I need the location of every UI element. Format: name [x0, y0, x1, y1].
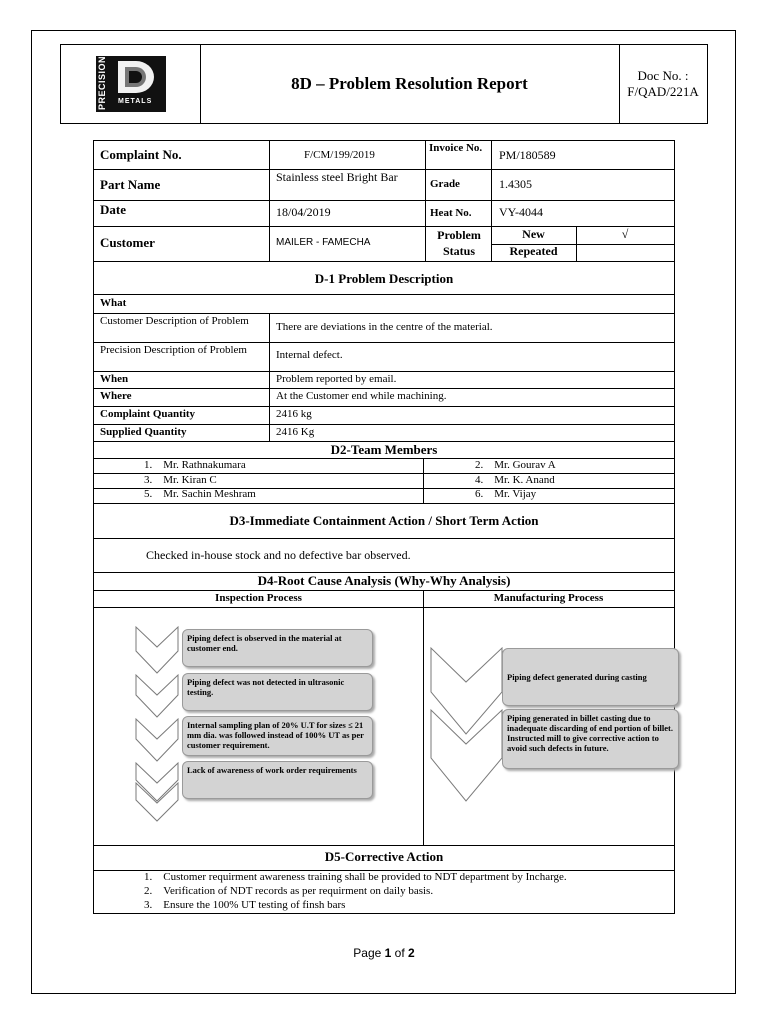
supplied-quantity-value: 2416 Kg	[276, 426, 315, 438]
team-member: 6. Mr. Vijay	[475, 488, 537, 500]
customer-label: Customer	[100, 235, 155, 250]
customer-description-label: Customer Description of Problem	[100, 315, 249, 327]
date-label: Date	[100, 202, 126, 217]
inspection-step: Lack of awareness of work order requirements	[182, 761, 373, 799]
team-member: 1. Mr. Rathnakumara	[144, 459, 246, 471]
precision-description-value: Internal defect.	[276, 349, 343, 361]
logo-d-icon	[112, 58, 164, 96]
status-new-check: √	[621, 227, 629, 241]
where-value: At the Customer end while machining.	[276, 390, 447, 402]
d1-title: D-1 Problem Description	[314, 271, 454, 286]
corrective-action-item: 2. Verification of NDT records as per requirment on daily basis.	[144, 885, 434, 897]
team-member: 2. Mr. Gourav A	[475, 459, 556, 471]
team-member: 4. Mr. K. Anand	[475, 474, 555, 486]
logo-cell	[61, 45, 201, 123]
when-label: When	[100, 373, 129, 385]
inspection-step: Internal sampling plan of 20% U.T for sizes ≤ 21 mm dia. was followed instead of 100% UT as per customer requirement.	[182, 716, 373, 756]
supplied-quantity-label: Supplied Quantity	[100, 426, 187, 438]
inspection-chevron-arrows	[134, 625, 184, 825]
d5-title: D5-Corrective Action	[324, 849, 444, 864]
when-value: Problem reported by email.	[276, 373, 397, 385]
status-new-label: New	[522, 227, 545, 241]
heat-no-label: Heat No.	[430, 207, 472, 219]
status-repeated-label: Repeated	[509, 244, 558, 258]
doc-number-cell	[619, 45, 707, 123]
customer-value: MAILER - FAMECHA	[276, 237, 371, 248]
inspection-step: Piping defect is observed in the material at customer end.	[182, 629, 373, 667]
report-title: 8D – Problem Resolution Report	[200, 45, 620, 123]
company-logo	[96, 56, 166, 112]
doc-number-value: F/QAD/221A	[627, 84, 699, 99]
grade-label: Grade	[430, 178, 460, 190]
team-member: 3. Mr. Kiran C	[144, 474, 217, 486]
part-name-label: Part Name	[100, 177, 161, 192]
part-name-value: Stainless steel Bright Bar	[276, 170, 398, 184]
corrective-action-item: 1. Customer requirment awareness training shall be provided to NDT department by Incharge.	[144, 871, 567, 883]
d1-what-label: What	[100, 297, 127, 309]
precision-description-label: Precision Description of Problem	[100, 344, 247, 356]
page-footer	[0, 946, 768, 960]
date-value: 18/04/2019	[276, 205, 331, 219]
d4-title: D4-Root Cause Analysis (Why-Why Analysis)	[257, 573, 511, 588]
logo-text-metals: METALS	[118, 98, 153, 105]
manufacturing-chevron-arrows	[429, 646, 509, 806]
page-number: 1	[384, 946, 392, 960]
page-total: 2	[408, 946, 415, 960]
page-word: Page	[353, 946, 382, 960]
heat-no-value: VY-4044	[499, 205, 543, 219]
complaint-no-label: Complaint No.	[100, 147, 182, 162]
manufacturing-step: Piping generated in billet casting due to inadequate discarding of end portion of billet. Instructed mill to give corrective action to avoid such defects in future.	[502, 709, 679, 769]
inspection-step: Piping defect was not detected in ultrasonic testing.	[182, 673, 373, 711]
complaint-quantity-label: Complaint Quantity	[100, 408, 196, 420]
inspection-process-title: Inspection Process	[215, 592, 302, 604]
complaint-no-value: F/CM/199/2019	[304, 149, 375, 161]
invoice-no-label: Invoice No.	[429, 142, 483, 154]
of-word: of	[394, 946, 405, 960]
complaint-quantity-value: 2416 kg	[276, 408, 312, 420]
doc-number-label: Doc No. :	[637, 68, 689, 83]
report-table	[93, 140, 675, 914]
d2-title: D2-Team Members	[330, 442, 438, 457]
grade-value: 1.4305	[499, 177, 532, 191]
team-member: 5. Mr. Sachin Meshram	[144, 488, 256, 500]
d3-text: Checked in-house stock and no defective bar observed.	[146, 548, 411, 562]
manufacturing-process-title: Manufacturing Process	[493, 592, 604, 604]
customer-description-value: There are deviations in the centre of the material.	[276, 321, 493, 333]
manufacturing-step: Piping defect generated during casting	[502, 648, 679, 706]
invoice-no-value: PM/180589	[499, 148, 556, 162]
problem-status-label: Problem Status	[437, 228, 481, 258]
d3-title: D3-Immediate Containment Action / Short Term Action	[229, 513, 539, 528]
where-label: Where	[100, 390, 132, 402]
report-header	[60, 44, 708, 124]
corrective-action-item: 3. Ensure the 100% UT testing of finsh bars	[144, 899, 346, 911]
logo-text-precision: PRECISION	[97, 58, 111, 110]
